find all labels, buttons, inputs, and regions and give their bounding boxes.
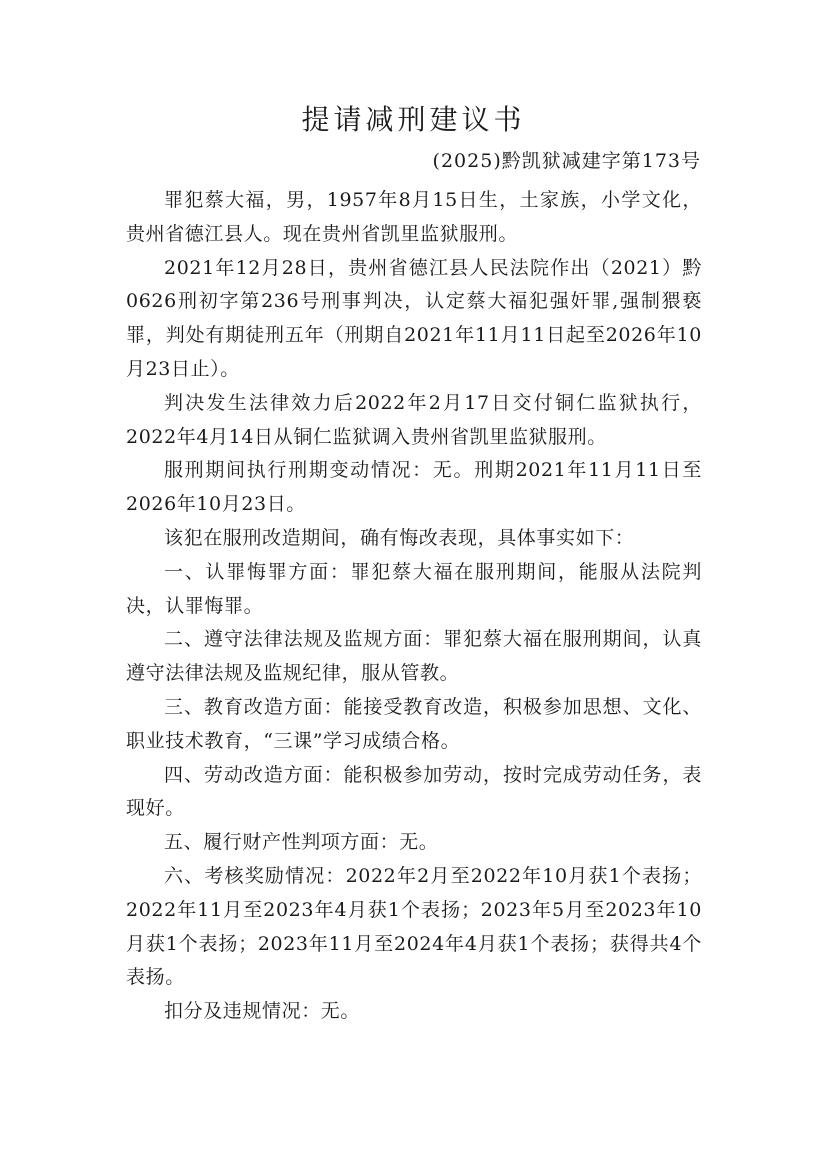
paragraph-education: 三、教育改造方面：能接受教育改造，积极参加思想、文化、职业技术教育，“三课”学习成绩合格。 bbox=[126, 695, 702, 752]
document-title: 提请减刑建议书 bbox=[301, 103, 526, 136]
paragraph-sentence-change: 服刑期间执行刑期变动情况：无。刑期2021年11月11日至2026年10月23日。 bbox=[126, 459, 702, 516]
paragraph-rewards: 六、考核奖励情况：2022年2月至2022年10月获1个表扬；2022年11月至2023年4月获1个表扬；2023年5月至2023年10月获1个表扬；2023年11月至2024年4月获1个表扬；获得共4个表扬。 bbox=[126, 864, 702, 989]
paragraph-property: 五、履行财产性判项方面：无。 bbox=[164, 831, 439, 854]
paragraph-repentance-intro: 该犯在服刑改造期间，确有悔改表现，具体事实如下： bbox=[164, 526, 635, 549]
paragraph-violations: 扣分及违规情况：无。 bbox=[164, 1000, 361, 1023]
paragraph-labor: 四、劳动改造方面：能积极参加劳动，按时完成劳动任务，表现好。 bbox=[126, 763, 702, 820]
document-body bbox=[126, 184, 702, 1029]
paragraph-execution: 判决发生法律效力后2022年2月17日交付铜仁监狱执行，2022年4月14日从铜仁监狱调入贵州省凯里监狱服刑。 bbox=[126, 391, 702, 448]
paragraph-compliance: 二、遵守法律法规及监规方面：罪犯蔡大福在服刑期间，认真遵守法律法规及监规纪律，服从管教。 bbox=[126, 628, 702, 685]
paragraph-judgment: 2021年12月28日，贵州省德江县人民法院作出（2021）黔0626刑初字第236号刑事判决，认定蔡大福犯强奸罪,强制猥亵罪，判处有期徒刑五年（刑期自2021年11月11日起至2026年10月23日止）。 bbox=[126, 256, 702, 380]
paragraph-criminal-info: 罪犯蔡大福，男，1957年8月15日生，土家族，小学文化，贵州省德江县人。现在贵州省凯里监狱服刑。 bbox=[126, 189, 702, 245]
paragraph-plea: 一、认罪悔罪方面：罪犯蔡大福在服刑期间，能服从法院判决，认罪悔罪。 bbox=[126, 560, 702, 617]
document-number: (2025)黔凯狱减建字第173号 bbox=[432, 150, 701, 172]
